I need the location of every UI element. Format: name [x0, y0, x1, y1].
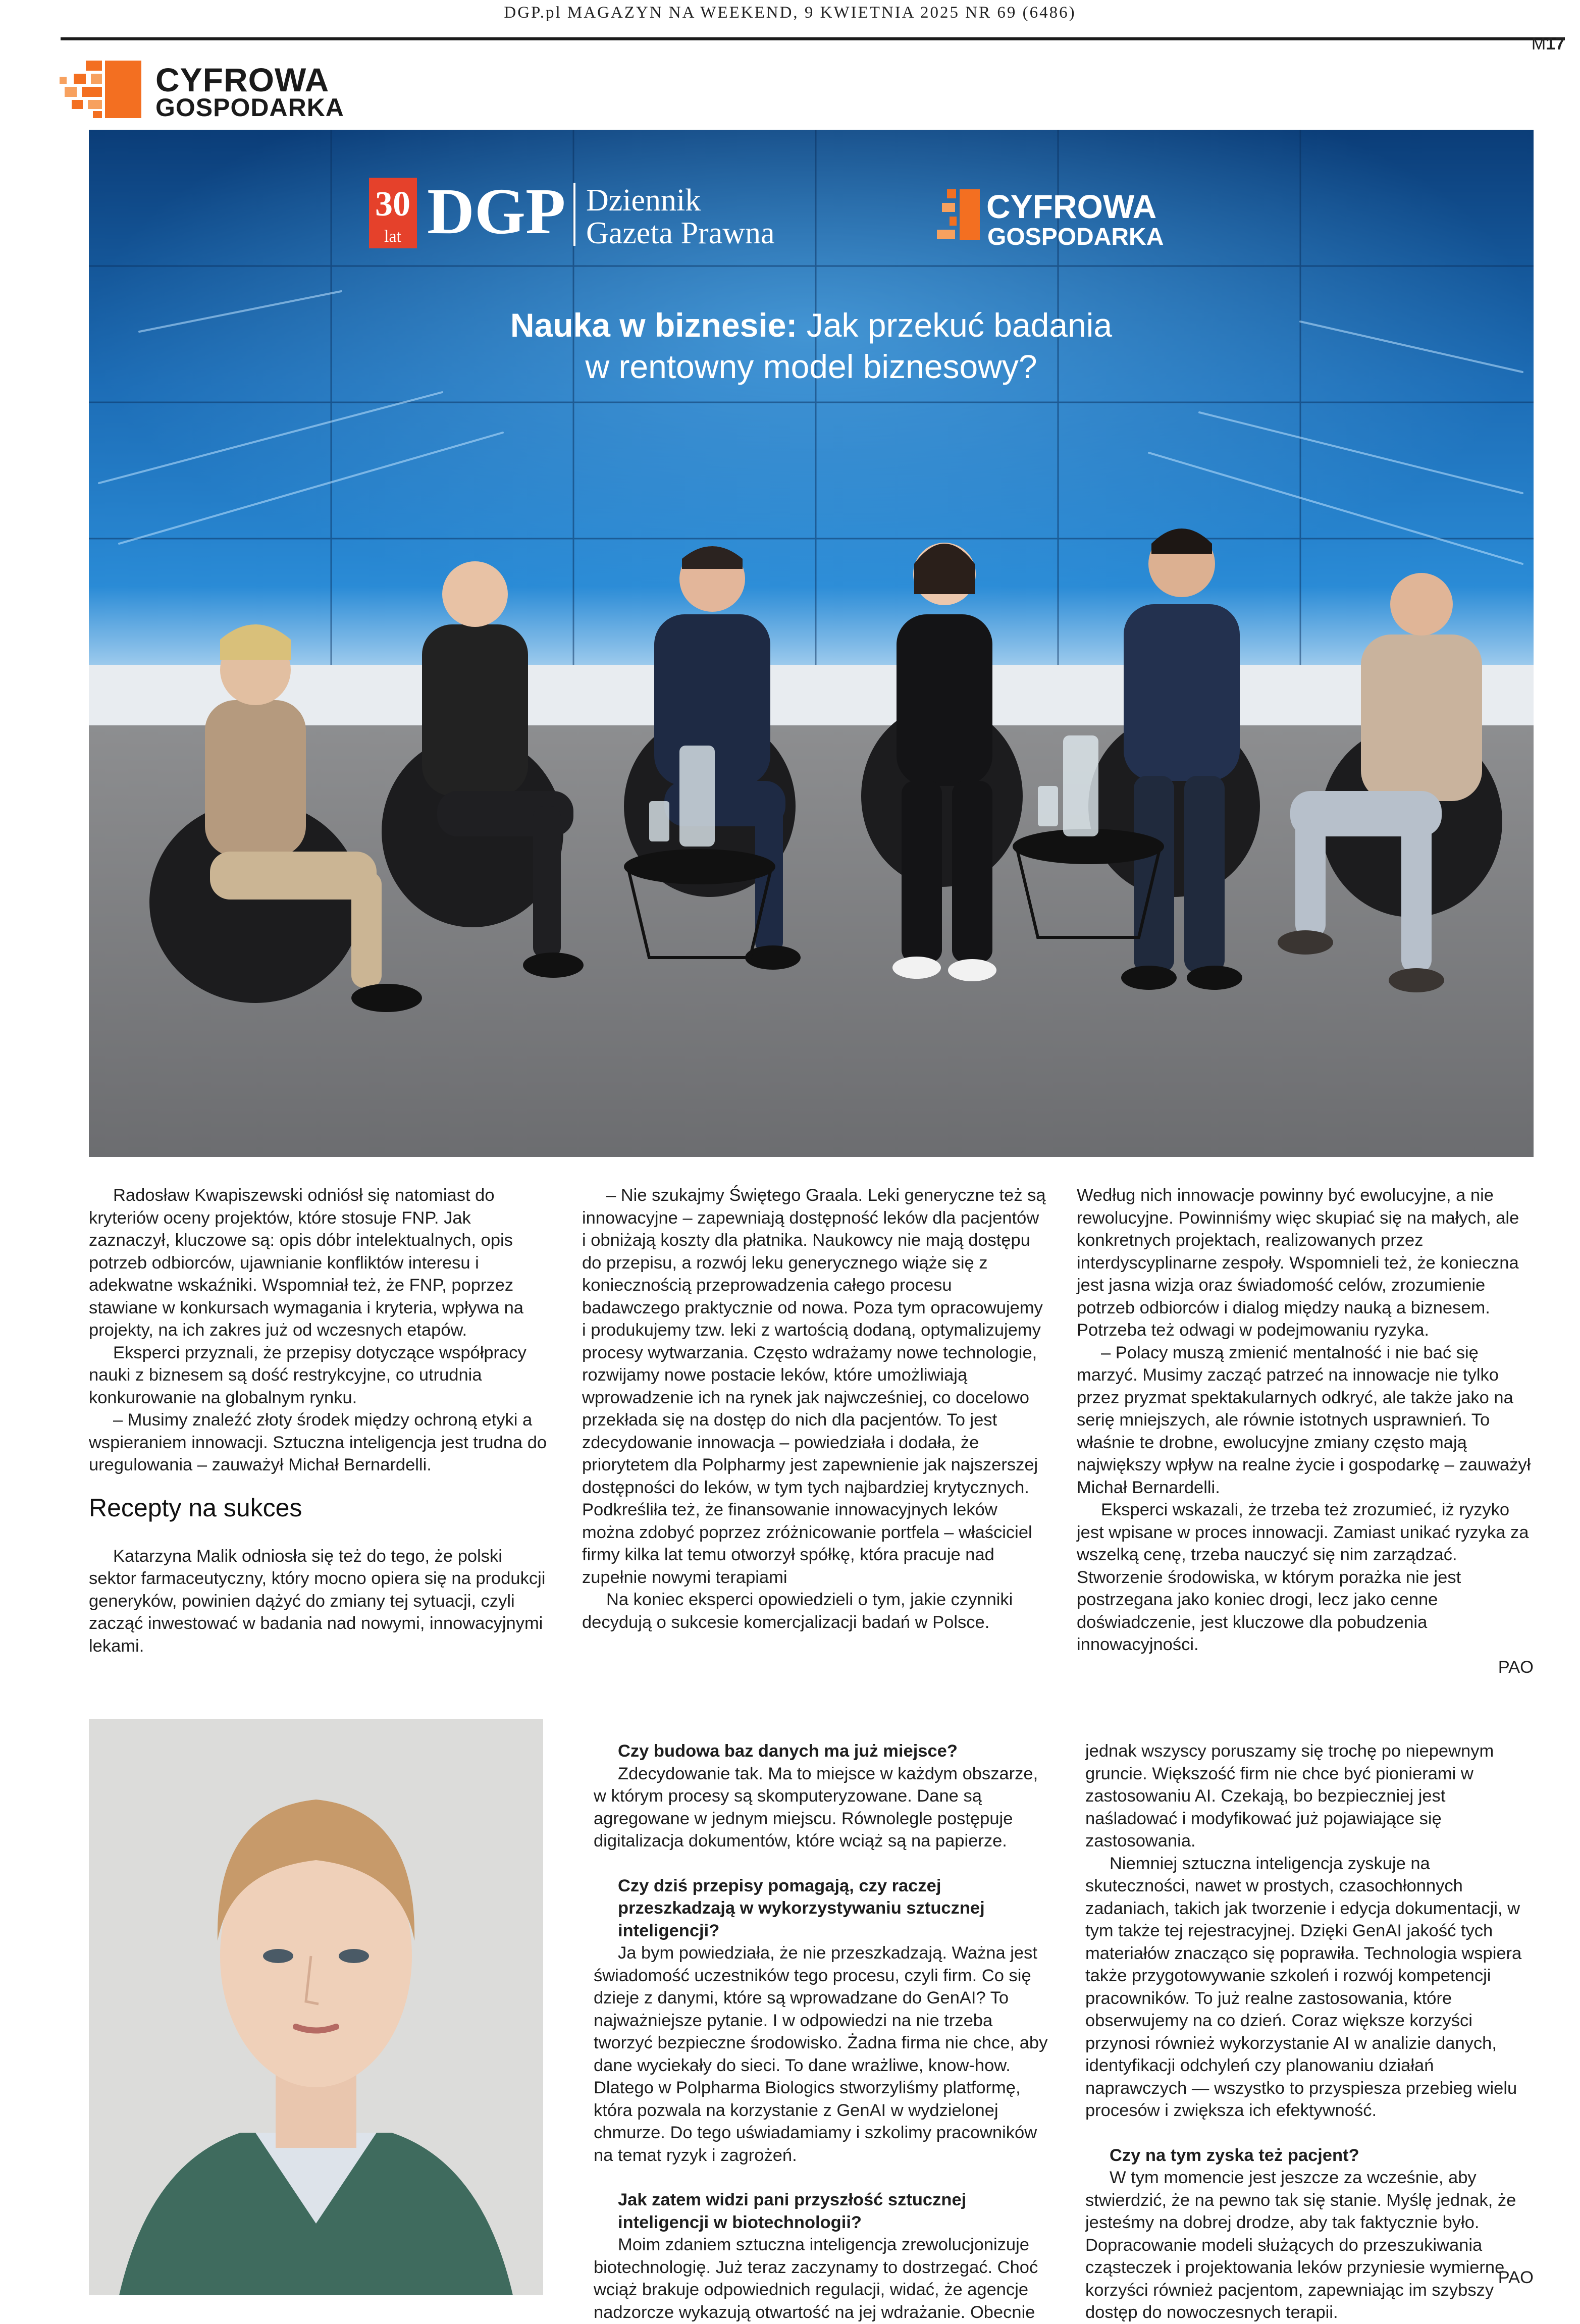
article-paragraph: Eksperci przyznali, że przepisy dotyczące współpracy nauki z biznesem są dość restrykcyjne, co utrudnia konkurowanie na globalnym rynku. [89, 1343, 526, 1407]
interview-answer: Ja bym powiedziała, że nie przeszkadzają. Ważna jest świadomość uczestników tego procesu, czyli firm. Co się dzieje z danymi, które są wprowadzane do GenAI? To najważniejsze pytanie. I w odpowiedzi na nie trzeba tworzyć bezpieczne środowisko. Żadna firma nie chce, aby dane wyciekały do sieci. To dane wrażliwe, know-how. Dlatego w Polpharma Biologics stworzyliśmy platformę, która pozwala na korzystanie z GenAI w wydzielonej chmurze. Do tego uświadamiamy i szkolimy pracowników na temat ryzyk i zagrożeń. [594, 1943, 1048, 2165]
interview-column-2 [1085, 1740, 1534, 2324]
article-paragraph: Eksperci wskazali, że trzeba też zrozumieć, iż ryzyko jest wpisane w proces innowacji. Zamiast unikać ryzyka za wszelką cenę, trzeba nauczyć się nim zarządzać. Stworzenie środowiska, w którym porażka nie jest postrzegana jako koniec drogi, lecz jako cenne doświadczenie, jest kluczowe dla pobudzenia innowacyjności. [1077, 1500, 1529, 1654]
article-column-3 [1077, 1184, 1534, 1678]
dgp-letters: DGP [427, 175, 566, 248]
screen-headline [510, 306, 1113, 344]
article-paragraph: – Musimy znaleźć złoty środek między ochroną etyki a wspieraniem innowacji. Sztuczna inteligencja jest trudna do uregulowania – zauważył Michał Bernardelli. [89, 1410, 547, 1474]
article-column-1 [89, 1184, 553, 1657]
author-signature: PAO [1498, 1657, 1534, 1677]
header-rule [61, 37, 1565, 40]
logo-line1: CYFROWA [155, 61, 330, 98]
event-photo [89, 130, 1534, 1157]
masthead: DGP.pl MAGAZYN NA WEEKEND, 9 KWIETNIA 2025 NR 69 (6486) [504, 4, 1076, 22]
page-number-value: 17 [1546, 34, 1565, 54]
screen-logo-line1: CYFROWA [986, 188, 1157, 225]
headline-bold: Nauka w biznesie: [510, 306, 798, 344]
badge-number: 30 [375, 185, 410, 224]
interview-answer: Niemniej sztuczna inteligencja zyskuje na skuteczności, nawet w prostych, czasochłonnych zadaniach, takich jak tworzenie i edycja dokumentacji, w tym także tej rejestracyjnej. Dzięki GenAI jakość tych materiałów znacząco się poprawiła. Technologia wspiera także przygotowywanie szkoleń i rozwój kompetencji pracowników. To już realne zastosowania, które obserwujemy na co dzień. Coraz większe korzyści przynosi również wykorzystanie AI w analizie danych, identyfikacji odchyleń czy planowaniu działań naprawczych — wszystko to przyspiesza przebieg wielu procesów i zwiększa ich efektywność. [1085, 1854, 1522, 2120]
headline-line2: w rentowny model biznesowy? [585, 348, 1037, 385]
interview-question: Jak zatem widzi pani przyszłość sztucznej inteligencji w biotechnologii? [618, 2190, 967, 2232]
interview-column-1 [594, 1740, 1048, 2323]
section-subheading: Recepty na sukces [89, 1493, 302, 1522]
interview-answer: Moim zdaniem sztuczna inteligencja zrewolucjonizuje biotechnologię. Już teraz zaczynamy to dostrzegać. Choć wciąż brakuje odpowiednich regulacji, widać, że agencje nadzorcze wykazują otwartość na jej wdrażanie. Obecnie [594, 2235, 1038, 2322]
interview-question: Czy na tym zyska też pacjent? [1110, 2145, 1359, 2165]
pixel-mosaic-icon [60, 57, 145, 122]
badge-sub: lat [384, 227, 401, 246]
article-paragraph: – Nie szukajmy Świętego Graala. Leki generyczne też są innowacyjne – zapewniają dostępność leków dla pacjentów i obniżają koszty dla płatnika. Naukowcy nie mają dostępu do przepisu, a rozwój leku generycznego wiąże się z koniecznością przeprowadzenia całego procesu badawczego praktycznie od nowa. Poza tym opracowujemy i produkujemy tzw. leki z wartością dodaną, optymalizujemy procesy wytwarzania. Często wdrażamy nowe technologie, rozwijamy nowe postacie leków, które umożliwiają wprowadzenie ich na rynek jak najwcześniej, co docelowo przekłada się na dostęp do nich dla pacjentów. To jest zdecydowanie innowacja – powiedziała i dodała, że priorytetem dla Polpharmy jest zapewnienie jak najszerszej dostępności do leków, w tym tych najbardziej krytycznych. Podkreśliła też, że finansowanie innowacyjnych leków można zdobyć poprzez zróżnicowanie portfela – właściciel firmy kilka lat temu otworzył spółkę, która pracuje nad zupełnie nowymi terapiami [582, 1186, 1046, 1587]
article-paragraph: Według nich innowacje powinny być ewolucyjne, a nie rewolucyjne. Powinniśmy więc skupiać się na małych, ale konkretnych projektach, realizowanych przez interdyscyplinarne zespoły. Wspomnieli też, że konieczna jest jasna wizja oraz świadomość celów, zrozumienie potrzeb odbiorców i dialog między nauką a biznesem. Potrzeba też odwagi w podejmowaniu ryzyka. [1077, 1186, 1519, 1340]
page-number [1532, 34, 1565, 54]
section-logo [60, 57, 373, 122]
dgp-name-line2: Gazeta Prawna [586, 216, 775, 250]
interview-answer: W tym momencie jest jeszcze za wcześnie, aby stwierdzić, że na pewno tak się stanie. Myślę jednak, że jesteśmy na dobrej drodze, aby tak faktycznie było. Dopracowanie modeli służących do przeszukiwania cząsteczek i projektowania leków przyniesie wymierne korzyści również pacjentom, zapewniając im szybszy dostęp do nowoczesnych terapii. [1085, 2168, 1516, 2322]
headline-rest: Jak przekuć badania [797, 306, 1113, 344]
interview-signature: PAO [1498, 2268, 1534, 2287]
article-paragraph: Katarzyna Malik odniosła się też do tego, że polski sektor farmaceutyczny, który mocno opiera się na produkcji generyków, powinien dążyć do zmiany tej sytuacji, czyli zacząć inwestować w badania nad nowymi, innowacyjnymi lekami. [89, 1546, 546, 1656]
article-paragraph: Na koniec eksperci opowiedzieli o tym, jakie czynniki decydują o sukcesie komercjalizacji badań w Polsce. [582, 1590, 1013, 1632]
article-column-2 [582, 1184, 1046, 1633]
interview-answer: Zdecydowanie tak. Ma to miejsce w każdym obszarze, w którym procesy są skomputeryzowane. Dane są agregowane w jednym miejscu. Równolegle postępuje digitalizacja dokumentów, które wciąż są na papierze. [594, 1764, 1038, 1851]
interview-question: Czy budowa baz danych ma już miejsce? [618, 1741, 958, 1761]
portrait-photo [89, 1719, 543, 2295]
screen-logo-line2: GOSPODARKA [987, 224, 1164, 250]
interview-question: Czy dziś przepisy pomagają, czy raczej przeszkadzają w wykorzystywaniu sztucznej inteligencji? [618, 1876, 985, 1940]
page-prefix: M [1531, 34, 1546, 54]
logo-line2: GOSPODARKA [155, 93, 344, 122]
interview-answer: jednak wszyscy poruszamy się trochę po niepewnym gruncie. Większość firm nie chce być pionierami w zastosowaniu AI. Czekają, bo bezpieczniej jest naśladować i modyfikować już pojawiające się zastosowania. [1085, 1741, 1494, 1851]
article-paragraph: Radosław Kwapiszewski odniósł się natomiast do kryteriów oceny projektów, które stosuje FNP. Jak zaznaczył, kluczowe są: opis dóbr intelektualnych, opis potrzeb odbiorców, ujawnianie konfliktów interesu i adekwatne wskaźniki. Wspomniał też, że FNP, poprzez stawiane w konkursach wymagania i kryteria, wpływa na projekty, na ich zakres już od wczesnych etapów. [89, 1186, 523, 1340]
dgp-name-line1: Dziennik [586, 183, 701, 218]
article-paragraph: – Polacy muszą zmienić mentalność i nie bać się marzyć. Musimy zacząć patrzeć na innowacje nie tylko przez pryzmat spektakularnych odkryć, ale także jako na serię mniejszych, ale równie istotnych usprawnień. To właśnie te drobne, ewolucyjne zmiany często mają największy wpływ na realne życie i gospodarkę – zauważył Michał Bernardelli. [1077, 1343, 1531, 1497]
